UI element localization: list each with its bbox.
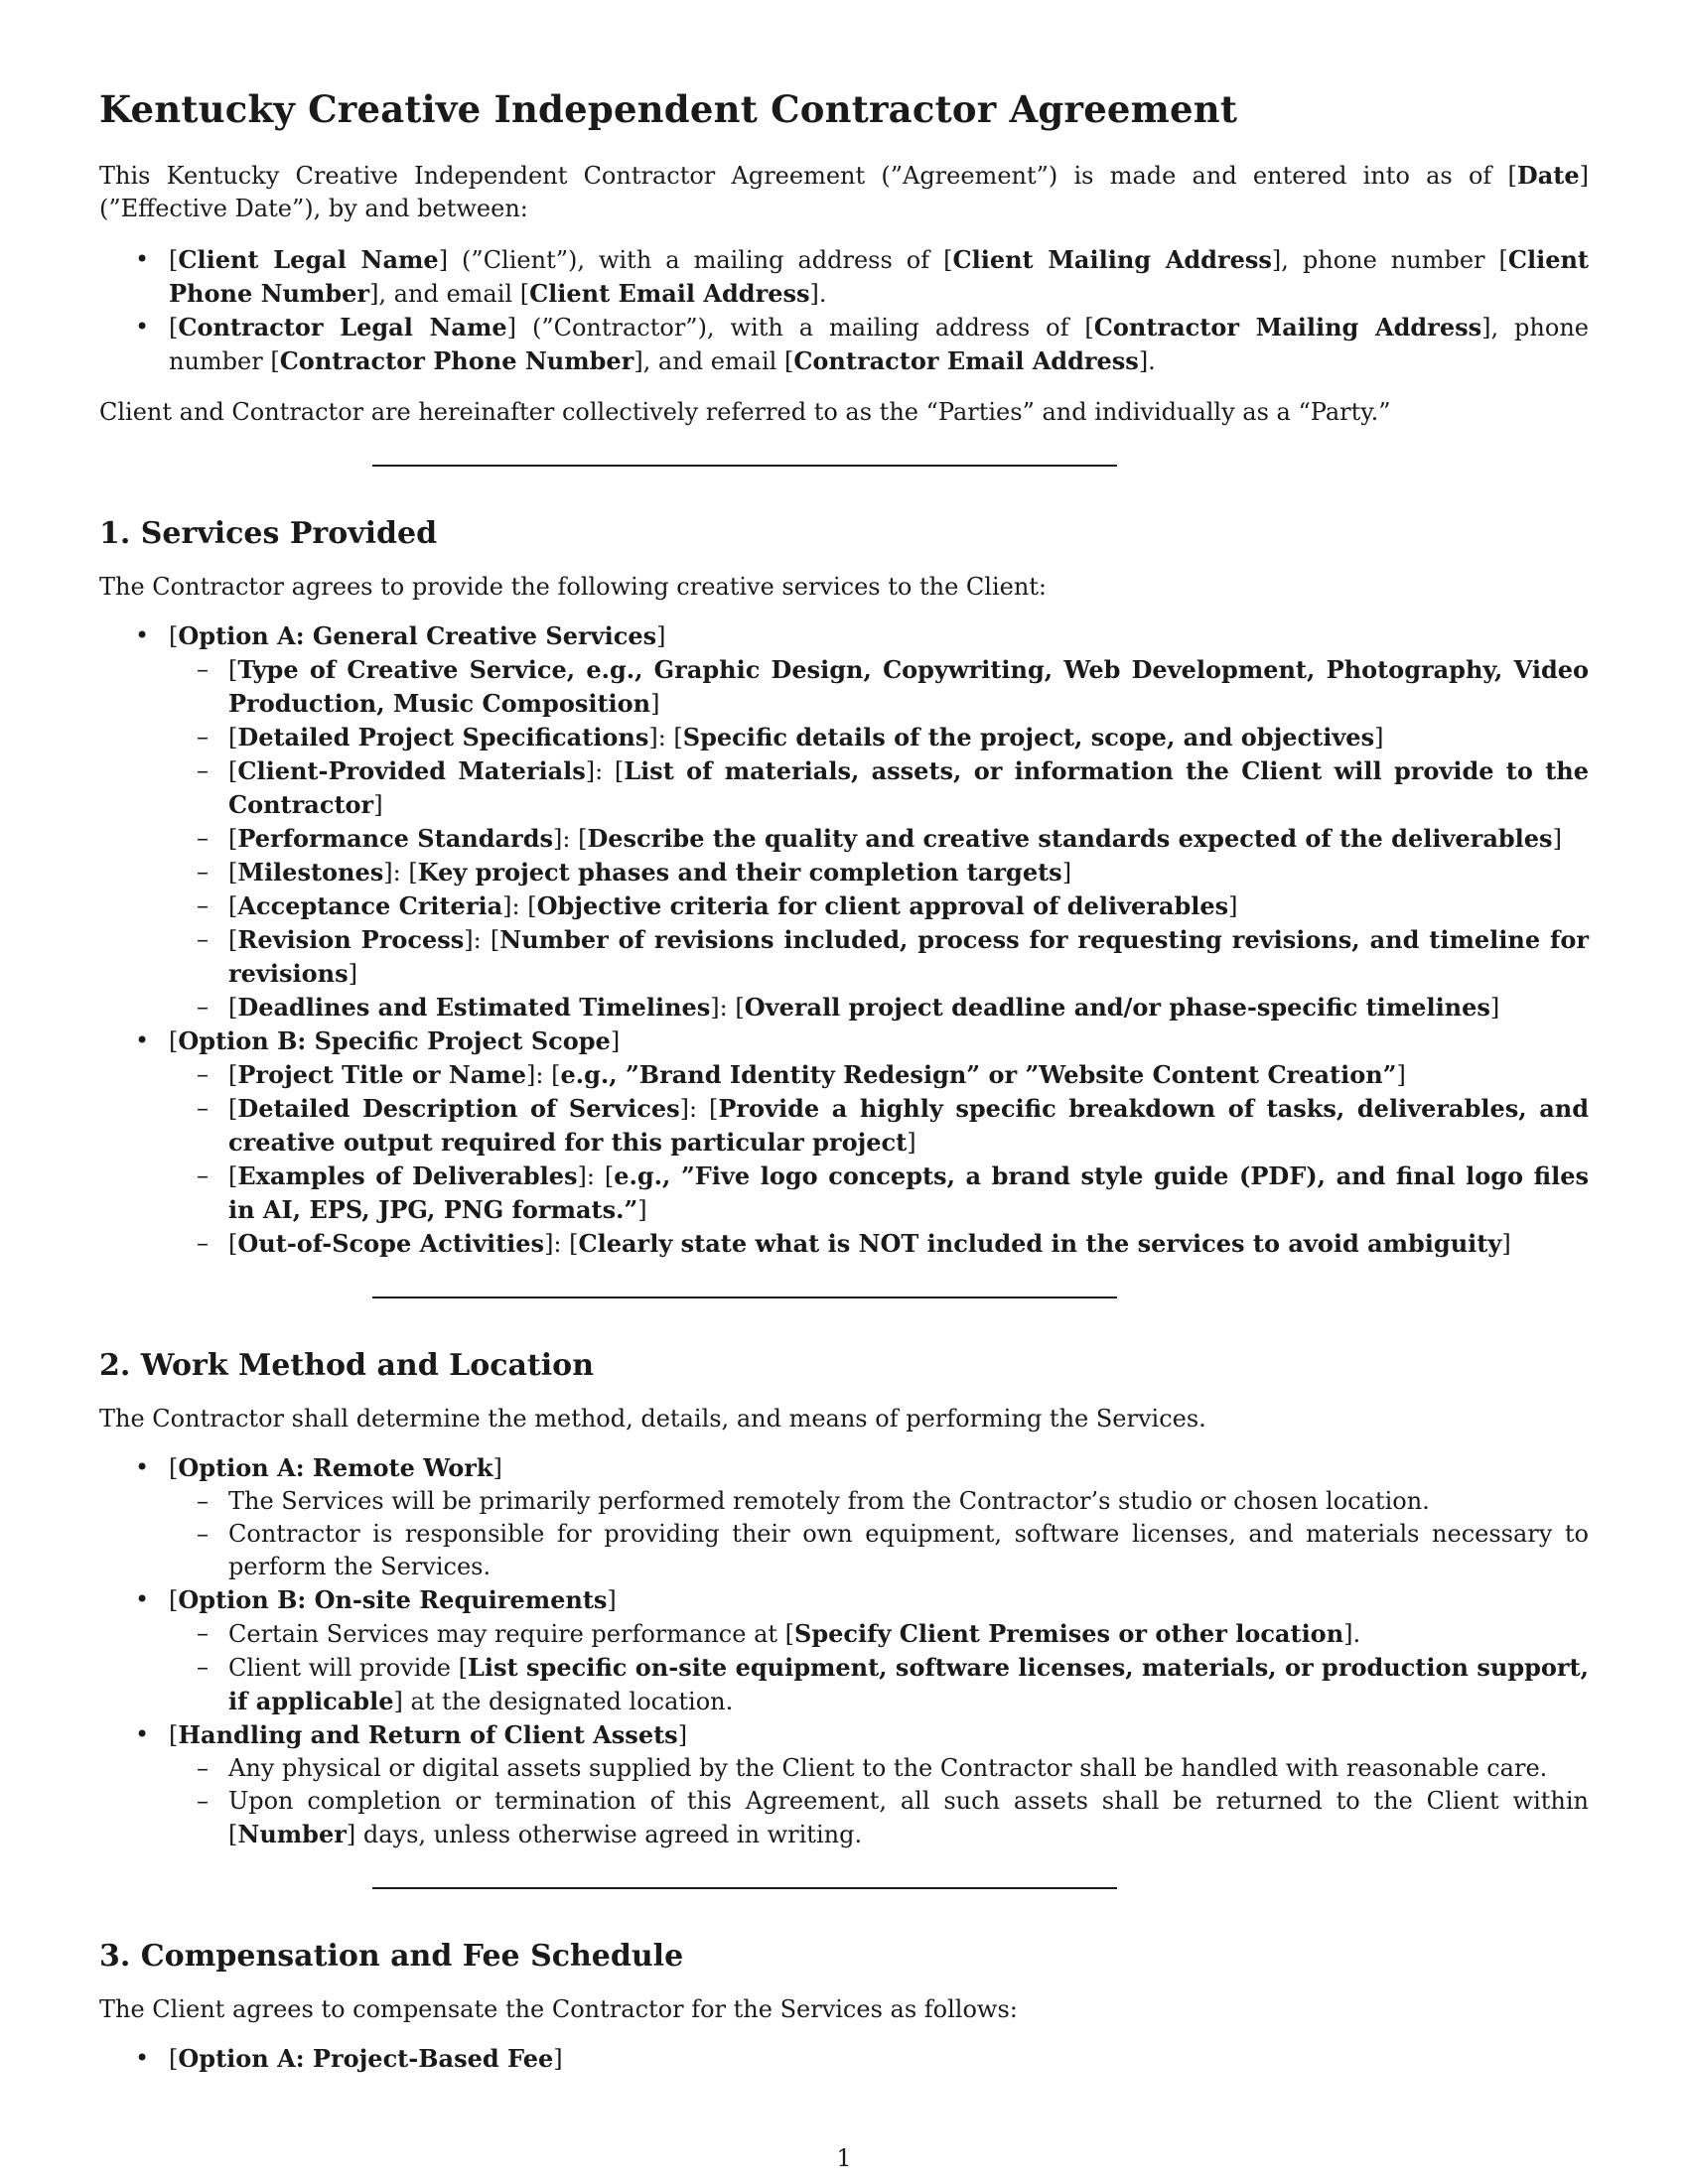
option-label: Option A: General Creative Services — [178, 621, 657, 650]
parties-list — [99, 243, 1589, 378]
placeholder: e.g., ”Brand Identity Redesign” or ”Website Content Creation” — [560, 1060, 1397, 1089]
placeholder: Specify Client Premises or other location — [794, 1619, 1344, 1648]
bullet-icon: • — [135, 245, 150, 273]
placeholder: e.g., ”Five logo concepts, a brand style guide (PDF), and final logo files in AI, EPS, JPG, PNG formats.” — [228, 1161, 1589, 1224]
text: ] (”Contractor”), with a mailing address of [ — [506, 314, 1094, 341]
work-method-list — [99, 1451, 1589, 1851]
list-item: – [Project Title or Name]: [e.g., ”Brand Identity Redesign” or ”Website Content Creation”] — [197, 1060, 1406, 1089]
placeholder: Type of Creative Service, e.g., Graphic Design, Copywriting, Web Development, Photography, Video Production, Music Composition — [228, 655, 1589, 718]
intro-text: ] (”Effective Date”), by and between: — [99, 162, 1589, 222]
services-options-list — [99, 619, 1589, 1261]
option-a-general: • [Option A: General Creative Services] – [Type of Creative Service, e.g., Graphic Design, Copywriting, Web Development, Photography, Video Production, Music Composition] – [Detailed Project Specifications]: [Specific details of the project, scope, and objectives] – [Client-Provided Materials]: [List of materials, assets, or information the Client will provide to the Contractor] – [Performance Standards]: [Describe the quality and creative standards expected of the deliverables] – [Milestones]: [Key project phases and their completion targets] – [Acceptance Criteria]: [Objective criteria for client approval of deliverables] – [Revision Process]: [Number of revisions included, process for requesting revisions, and timeline for revisions] – [Deadlines and Estimated Timelines]: [Overall project deadline and/or phase-specific timelines] — [99, 619, 1589, 1024]
parties-definition: Client and Contractor are hereinafter collectively referred to as the “Parties” and individually as a “Party.” — [99, 398, 1391, 426]
client-assets-items — [169, 1752, 1589, 1851]
list-item: – [Out-of-Scope Activities]: [Clearly state what is NOT included in the services to avoid ambiguity] — [197, 1229, 1511, 1258]
section-heading-compensation: 3. Compensation and Fee Schedule — [99, 1939, 684, 1974]
list-item — [169, 1518, 1589, 1583]
compensation-list — [99, 2042, 1589, 2076]
list-item: – [Deadlines and Estimated Timelines]: [Overall project deadline and/or phase-specific timelines] — [197, 993, 1500, 1022]
list-item: – [Detailed Project Specifications]: [Specific details of the project, scope, and objectives] — [197, 723, 1384, 751]
placeholder: Clearly state what is NOT included in the services to avoid ambiguity — [578, 1229, 1502, 1258]
text: ], phone number [ — [169, 314, 1589, 375]
dash-icon: – — [197, 723, 209, 751]
placeholder: Number of revisions included, process for requesting revisions, and timeline for revisions — [228, 925, 1589, 988]
option-a-remote: • [Option A: Remote Work] – The Services will be primarily performed remotely from the Contractor’s studio or chosen location. – Contractor is responsible for providing their own equipment, software licenses, and materials necessary to perform the Services. — [99, 1451, 1589, 1583]
text: Upon completion or termination of this Agreement, all such assets shall be returned to the Client within [ — [228, 1787, 1589, 1848]
list-item: – [Examples of Deliverables]: [e.g., ”Five logo concepts, a brand style guide (PDF), and final logo files in AI, EPS, JPG, PNG formats.”] — [197, 1161, 1589, 1224]
bullet-icon: • — [135, 313, 150, 341]
text: [ — [169, 246, 179, 274]
list-item — [169, 1752, 1589, 1785]
list-item — [169, 1617, 1589, 1651]
placeholder: Milestones — [237, 858, 384, 887]
section-divider — [372, 465, 1117, 467]
dash-icon: – — [197, 1094, 209, 1122]
bullet-icon: • — [135, 2044, 150, 2072]
option-b-specific: • [Option B: Specific Project Scope] – [Project Title or Name]: [e.g., ”Brand Identity Redesign” or ”Website Content Creation”] – [Detailed Description of Services]: [Provide a highly specific breakdown of tasks, deliverables, and creative output required for this particular project] – [Examples of Deliverables]: [e.g., ”Five logo concepts, a brand style guide (PDF), and final logo files in AI, EPS, JPG, PNG formats.”] – [Out-of-Scope Activities]: [Clearly state what is NOT included in the services to avoid ambiguity] — [99, 1024, 1589, 1261]
section-intro: The Contractor shall determine the method, details, and means of performing the Services. — [99, 1405, 1206, 1433]
intro-text: This Kentucky Creative Independent Contractor Agreement (”Agreement”) is made and entered into as of [ — [99, 162, 1517, 190]
text: ], and email [ — [369, 280, 530, 308]
dash-icon: – — [197, 1787, 209, 1815]
list-item: – [Performance Standards]: [Describe the quality and creative standards expected of the deliverables] — [197, 824, 1562, 853]
option-b-items — [169, 1617, 1589, 1718]
dash-icon: – — [197, 1653, 209, 1681]
document-title: Kentucky Creative Independent Contractor Agreement — [99, 87, 1238, 131]
text: The Services will be primarily performed remotely from the Contractor’s studio or chosen location. — [228, 1487, 1430, 1515]
option-client-assets: • [Handling and Return of Client Assets] – Any physical or digital assets supplied by the Client to the Contractor shall be handled with reasonable care. – Upon completion or termination of this Agreement, all such assets shall be returned to the Client within [Number] days, unless otherwise agreed in writing. — [99, 1718, 1589, 1851]
text: ]. — [1343, 1620, 1361, 1648]
bullet-icon: • — [135, 1720, 150, 1748]
page-number: 1 — [836, 2144, 852, 2172]
placeholder: Contractor Phone Number — [279, 346, 634, 375]
placeholder: Number — [237, 1820, 347, 1848]
dash-icon: – — [197, 1520, 209, 1548]
placeholder: Client Phone Number — [169, 245, 1590, 308]
list-item — [169, 1785, 1589, 1851]
dash-icon: – — [197, 993, 209, 1021]
placeholder: Objective criteria for client approval of deliverables — [536, 891, 1229, 920]
section-heading-services: 1. Services Provided — [99, 516, 438, 551]
section-heading-work-method: 2. Work Method and Location — [99, 1348, 595, 1383]
text: ] at the designated location. — [393, 1688, 734, 1715]
option-a-project-fee: • [Option A: Project-Based Fee] — [135, 2044, 563, 2073]
list-item — [169, 1651, 1589, 1718]
list-item: – [Client-Provided Materials]: [List of materials, assets, or information the Client will provide to the Contractor] — [197, 756, 1589, 819]
dash-icon: – — [197, 824, 209, 852]
placeholder: Client Email Address — [529, 279, 810, 308]
placeholder: Deadlines and Estimated Timelines — [237, 993, 711, 1022]
option-label: Option B: Specific Project Scope — [178, 1026, 611, 1055]
placeholder: Revision Process — [237, 925, 465, 954]
list-item: – [Detailed Description of Services]: [Provide a highly specific breakdown of tasks, deliverables, and creative output required for this particular project] — [197, 1094, 1590, 1157]
dash-icon: – — [197, 1487, 209, 1515]
placeholder: Acceptance Criteria — [237, 891, 503, 920]
text: Client will provide [ — [228, 1654, 469, 1682]
text: Contractor is responsible for providing their own equipment, software licenses, and materials necessary to perform the Services. — [228, 1520, 1589, 1580]
text: ], and email [ — [633, 347, 794, 375]
option-label: Option A: Remote Work — [178, 1453, 493, 1482]
dash-icon: – — [197, 1060, 209, 1088]
placeholder: Describe the quality and creative standards expected of the deliverables — [587, 824, 1553, 853]
list-item: – [Acceptance Criteria]: [Objective criteria for client approval of deliverables] — [197, 891, 1238, 920]
placeholder: Client Mailing Address — [952, 245, 1272, 274]
bullet-icon: • — [135, 1026, 150, 1054]
text: Certain Services may require performance at [ — [228, 1620, 795, 1648]
placeholder: Detailed Description of Services — [237, 1094, 680, 1123]
option-a-items — [169, 1485, 1589, 1583]
section-divider — [372, 1887, 1117, 1889]
list-item: – [Revision Process]: [Number of revisions included, process for requesting revisions, and timeline for revisions] — [197, 925, 1589, 988]
placeholder: Client-Provided Materials — [237, 756, 586, 785]
party-client — [99, 243, 1589, 311]
placeholder: Contractor Mailing Address — [1093, 313, 1482, 341]
placeholder: List of materials, assets, or information the Client will provide to the Contractor — [228, 756, 1589, 819]
placeholder: Project Title or Name — [237, 1060, 527, 1089]
section-intro: The Client agrees to compensate the Contractor for the Services as follows: — [99, 1995, 1018, 2023]
text: ] (”Client”), with a mailing address of [ — [438, 246, 953, 274]
bullet-icon: • — [135, 1585, 150, 1613]
option-label: Handling and Return of Client Assets — [178, 1720, 678, 1749]
document-page — [99, 87, 1589, 2076]
option-label: Option A: Project-Based Fee — [178, 2044, 554, 2073]
placeholder: Overall project deadline and/or phase-specific timelines — [744, 993, 1490, 1022]
dash-icon: – — [197, 891, 209, 919]
section-intro: The Contractor agrees to provide the following creative services to the Client: — [99, 573, 1048, 601]
dash-icon: – — [197, 1161, 209, 1189]
party-contractor — [99, 311, 1589, 378]
option-label: Option B: On-site Requirements — [178, 1585, 608, 1614]
placeholder: Provide a highly specific breakdown of tasks, deliverables, and creative output required for this particular project — [228, 1094, 1590, 1157]
option-a-items — [169, 653, 1589, 1024]
bullet-icon: • — [135, 621, 150, 649]
placeholder: Specific details of the project, scope, and objectives — [682, 723, 1375, 751]
placeholder: List specific on-site equipment, software licenses, materials, or production support, if applicable — [228, 1653, 1589, 1715]
placeholder: Contractor Legal Name — [178, 313, 507, 341]
list-item: – [Type of Creative Service, e.g., Graphic Design, Copywriting, Web Development, Photography, Video Production, Music Composition] — [197, 655, 1589, 718]
section-divider — [372, 1297, 1117, 1298]
dash-icon: – — [197, 756, 209, 784]
placeholder: Examples of Deliverables — [237, 1161, 578, 1190]
dash-icon: – — [197, 858, 209, 886]
placeholder: Detailed Project Specifications — [237, 723, 649, 751]
dash-icon: – — [197, 1619, 209, 1647]
option-b-onsite: • [Option B: On-site Requirements] – Certain Services may require performance at [Specify Client Premises or other location]. – Client will provide [List specific on-site equipment, software licenses, materials, or production support, if applicable] at the designated location. — [99, 1583, 1589, 1718]
placeholder: Contractor Email Address — [793, 346, 1139, 375]
bullet-icon: • — [135, 1453, 150, 1481]
text: Any physical or digital assets supplied by the Client to the Contractor shall be handled with reasonable care. — [228, 1754, 1548, 1782]
text: ] days, unless otherwise agreed in writing. — [346, 1821, 863, 1848]
dash-icon: – — [197, 925, 209, 953]
text: ]. — [1138, 347, 1156, 375]
intro-paragraph — [99, 159, 1589, 225]
option-b-items — [169, 1058, 1589, 1261]
placeholder: Performance Standards — [237, 824, 553, 853]
placeholder: Client Legal Name — [178, 245, 439, 274]
dash-icon: – — [197, 1754, 209, 1782]
date-placeholder: Date — [1516, 161, 1580, 190]
dash-icon: – — [197, 1229, 209, 1257]
text: ], phone number [ — [1271, 246, 1508, 274]
dash-icon: – — [197, 655, 209, 683]
text: [ — [169, 314, 179, 341]
text: ]. — [809, 280, 827, 308]
placeholder: Key project phases and their completion targets — [417, 858, 1062, 887]
placeholder: Out-of-Scope Activities — [237, 1229, 545, 1258]
list-item — [169, 1485, 1589, 1518]
list-item: – [Milestones]: [Key project phases and their completion targets] — [197, 858, 1072, 887]
